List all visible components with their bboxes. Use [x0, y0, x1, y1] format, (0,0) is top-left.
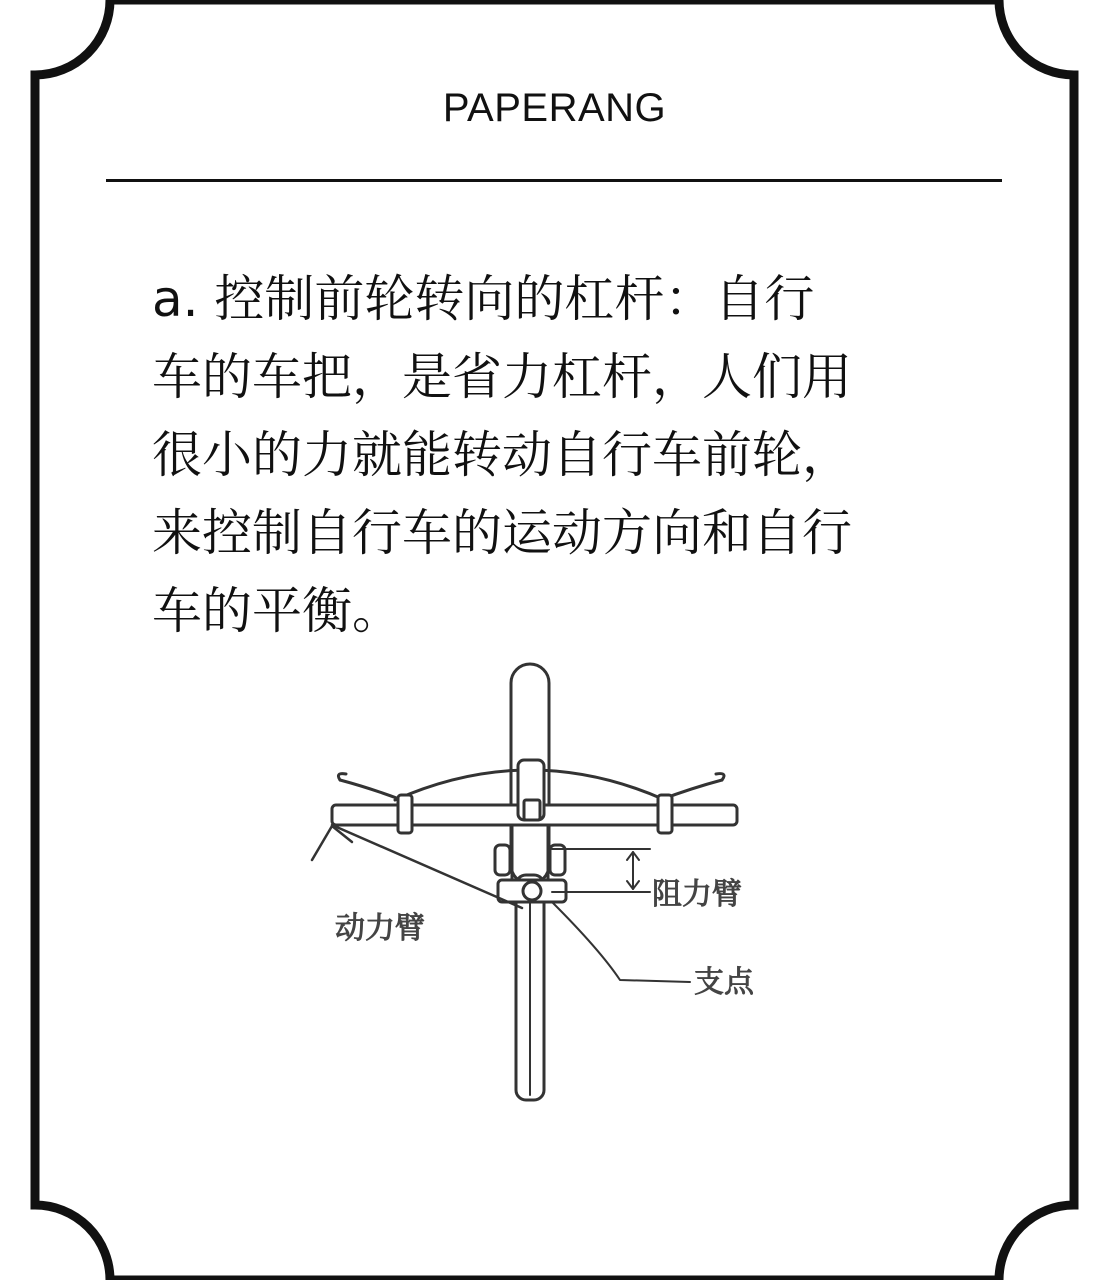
fulcrum-leader — [552, 902, 690, 982]
text-line: 来控制自行车的运动方向和自行 — [152, 504, 852, 562]
fulcrum-point — [523, 882, 541, 900]
label-resistance-arm: 阻力臂 — [652, 877, 742, 912]
grip-left — [398, 795, 412, 833]
text-line: a. 控制前轮转向的杠杆：自行 — [152, 270, 815, 328]
brand-title: PAPERANG — [442, 86, 667, 130]
header-divider — [106, 179, 1002, 182]
label-effort-arm: 动力臂 — [335, 911, 425, 946]
text-line: 车的车把，是省力杠杆，人们用 — [152, 348, 852, 406]
handlebar-lever-diagram — [290, 650, 810, 1130]
grip-right — [658, 795, 672, 833]
text-line: 很小的力就能转动自行车前轮， — [152, 426, 852, 484]
label-fulcrum: 支点 — [694, 965, 754, 1000]
text-line: 车的平衡。 — [152, 582, 402, 640]
explanation-text — [152, 260, 972, 650]
